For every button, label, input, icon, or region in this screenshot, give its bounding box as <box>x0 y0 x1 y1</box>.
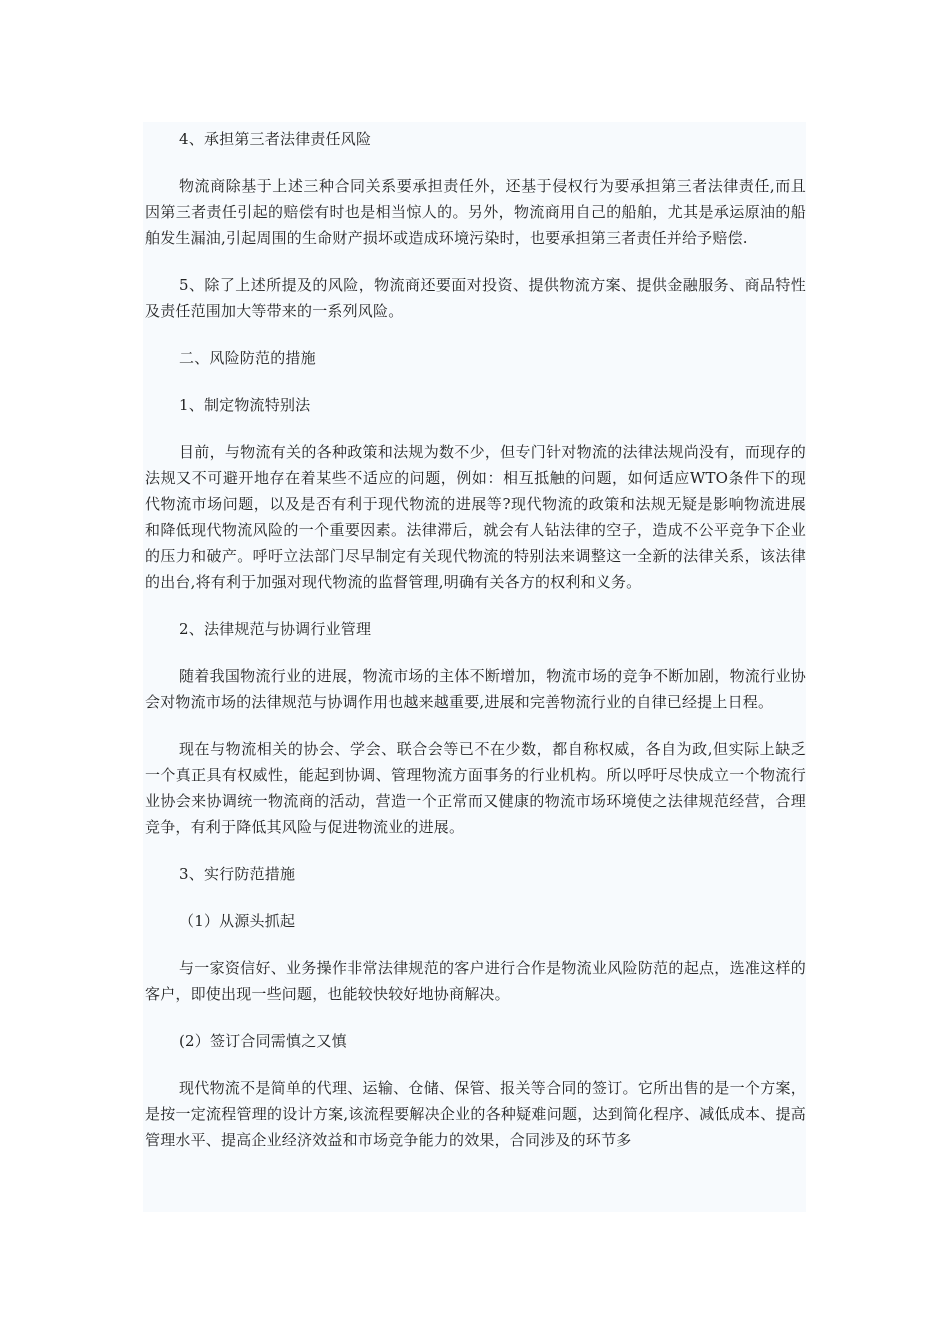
section-heading-1: 1、制定物流特别法 <box>179 396 311 414</box>
paragraph-customer-selection: 与一家资信好、业务操作非常法律规范的客户进行合作是物流业风险防范的起点，选准这样的客户，即使出现一些问题，也能较快较好地协商解决。 <box>145 959 806 1003</box>
paragraph-industry-development: 随着我国物流行业的进展，物流市场的主体不断增加，物流市场的竞争不断加剧，物流行业协会对物流市场的法律规范与协调作用也越来越重要,进展和完善物流行业的自律已经提上日程。 <box>145 667 806 711</box>
section-heading-3: 3、实行防范措施 <box>179 865 296 883</box>
paragraph-industry-association: 现在与物流相关的协会、学会、联合会等已不在少数，都自称权威，各自为政,但实际上缺乏一个真正具有权威性，能起到协调、管理物流方面事务的行业机构。所以呼吁尽快成立一个物流行业协会来协调统一物流商的活动，营造一个正常而又健康的物流市场环境使之法律规范经营，合理竞争，有利于降低其风险与促进物流业的进展。 <box>145 740 806 836</box>
paragraph-contract-signing: 现代物流不是简单的代理、运输、仓储、保管、报关等合同的签订。它所出售的是一个方案，是按一定流程管理的设计方案,该流程要解决企业的各种疑难问题，达到简化程序、减低成本、提高管理水平、提高企业经济效益和市场竞争能力的效果，合同涉及的环节多 <box>145 1079 806 1149</box>
section-heading-4: 4、承担第三者法律责任风险 <box>179 130 372 148</box>
subheading-1: （1）从源头抓起 <box>179 912 296 930</box>
paragraph-special-law: 目前，与物流有关的各种政策和法规为数不少，但专门针对物流的法律法规尚没有，而现存的法规又不可避开地存在着某些不适应的问题，例如：相互抵触的问题，如何适应WTO条件下的现代物流市场问题，以及是否有利于现代物流的进展等?现代物流的政策和法规无疑是影响物流进展和降低现代物流风险的一个重要因素。法律滞后，就会有人钻法律的空子，造成不公平竞争下企业的压力和破产。呼吁立法部门尽早制定有关现代物流的特别法来调整这一全新的法律关系，该法律的出台,将有利于加强对现代物流的监督管理,明确有关各方的权利和义务。 <box>145 443 806 591</box>
paragraph-third-party-liability: 物流商除基于上述三种合同关系要承担责任外，还基于侵权行为要承担第三者法律责任,而且因第三者责任引起的赔偿有时也是相当惊人的。另外，物流商用自己的船舶，尤其是承运原油的船舶发生漏油,引起周围的生命财产损坏或造成环境污染时，也要承担第三者责任并给予赔偿. <box>145 177 806 247</box>
section-heading-2: 2、法律规范与协调行业管理 <box>179 620 372 638</box>
article-content <box>143 122 806 1212</box>
paragraph-other-risks: 5、除了上述所提及的风险，物流商还要面对投资、提供物流方案、提供金融服务、商品特性及责任范围加大等带来的一系列风险。 <box>145 276 806 320</box>
subheading-2: (2）签订合同需慎之又慎 <box>179 1032 347 1050</box>
section-heading-risk-prevention: 二、风险防范的措施 <box>179 349 316 367</box>
